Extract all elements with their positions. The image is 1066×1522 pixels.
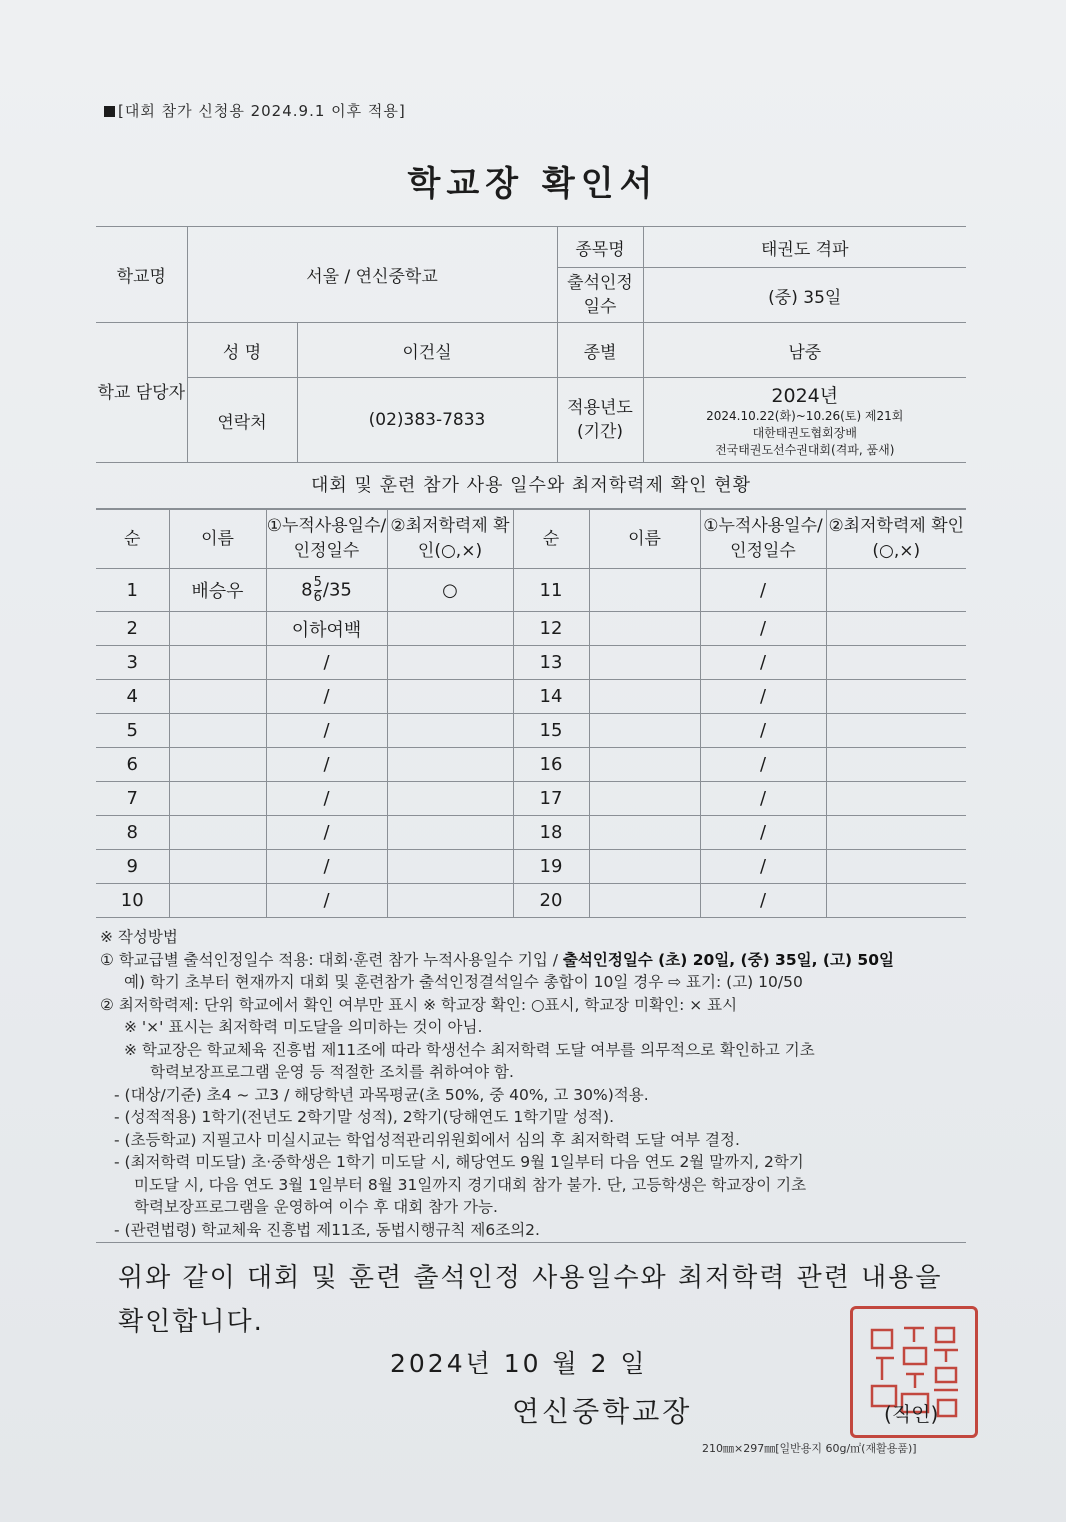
- row-check: [387, 850, 513, 884]
- row-check-right: [826, 680, 966, 714]
- header-no-right: 순: [513, 510, 589, 569]
- note-7: - (초등학교) 지필고사 미실시교는 학업성적관리위원회에서 심의 후 최저학력 도달 여부 결정.: [114, 1130, 740, 1149]
- principal-name: 연신중학교장: [512, 1395, 693, 1428]
- attendance-value: (중) 35일: [643, 268, 966, 323]
- event-value: 태권도 격파: [643, 227, 966, 268]
- row-name-right: [589, 680, 700, 714]
- row-check-right: [826, 850, 966, 884]
- row-no: 3: [96, 646, 169, 680]
- header-no: 순: [96, 510, 169, 569]
- row-name-right: [589, 714, 700, 748]
- row-name: [169, 612, 266, 646]
- row-check-right: [826, 782, 966, 816]
- note-9: - (관련법령) 학교체육 진흥법 제11조, 동법시행규칙 제6조의2.: [114, 1220, 540, 1239]
- row-days: /: [266, 646, 387, 680]
- row-check: [387, 884, 513, 918]
- table-row: [96, 646, 966, 680]
- days-whole: 8: [301, 579, 313, 600]
- manager-label: 학교 담당자: [96, 323, 187, 463]
- row-days-right: /: [700, 748, 826, 782]
- row-no: 2: [96, 612, 169, 646]
- row-name: [169, 680, 266, 714]
- row-name-right: [589, 782, 700, 816]
- row-name: 배승우: [169, 569, 266, 612]
- row-check: [387, 816, 513, 850]
- header-name: 이름: [169, 510, 266, 569]
- header-name-right: 이름: [589, 510, 700, 569]
- contact-value: (02)383-7833: [297, 378, 557, 463]
- row-check: [387, 782, 513, 816]
- row-name-right: [589, 748, 700, 782]
- row-days-right: /: [700, 569, 826, 612]
- row-name: [169, 782, 266, 816]
- row-check: [387, 646, 513, 680]
- header-days: ①누적사용일수/인정일수: [266, 510, 387, 569]
- confirmation-line-2: 확인합니다.: [118, 1307, 264, 1337]
- fraction-numerator: 5: [313, 574, 322, 590]
- row-days: /: [266, 850, 387, 884]
- row-days: [266, 569, 387, 612]
- table-row: [96, 850, 966, 884]
- period-line-2: 대한태권도협회장배: [752, 426, 857, 440]
- row-name: [169, 816, 266, 850]
- row-days: /: [266, 680, 387, 714]
- row-name: [169, 748, 266, 782]
- row-no-right: 12: [513, 612, 589, 646]
- status-table: [96, 509, 966, 918]
- row-name: [169, 884, 266, 918]
- category-value: 남중: [643, 323, 966, 378]
- note-1: ① 학교급별 출석인정일수 적용: 대회·훈련 참가 누적사용일수 기입 / 출석인정일수 (초) 20일, (중) 35일, (고) 50일: [100, 950, 894, 969]
- note-4: ※ 학교장은 학교체육 진흥법 제11조에 따라 학생선수 최저학력 도달 여부를 의무적으로 확인하고 기초: [124, 1040, 815, 1059]
- days-total: /35: [322, 579, 352, 600]
- issue-date: 2024년 10 월 2 일: [390, 1349, 648, 1378]
- section-title: 대회 및 훈련 참가 사용 일수와 최저학력제 확인 현황: [96, 464, 966, 509]
- table-row: [96, 612, 966, 646]
- row-days-right: /: [700, 714, 826, 748]
- row-no-right: 20: [513, 884, 589, 918]
- period-line-1: 2024.10.22(화)~10.26(토) 제21회: [706, 409, 904, 423]
- row-days: 이하여백: [266, 612, 387, 646]
- row-check-right: [826, 646, 966, 680]
- period-year: 2024년: [771, 385, 839, 407]
- row-no: 6: [96, 748, 169, 782]
- row-no-right: 15: [513, 714, 589, 748]
- header-days-right: ①누적사용일수/인정일수: [700, 510, 826, 569]
- note-8-cont: 미도달 시, 다음 연도 3월 1일부터 8월 31일까지 경기대회 참가 불가. 단, 고등학생은 학교장이 기초: [134, 1175, 807, 1194]
- row-no-right: 13: [513, 646, 589, 680]
- page-title: 학교장 확인서: [407, 164, 659, 204]
- row-days-right: /: [700, 782, 826, 816]
- row-no: 5: [96, 714, 169, 748]
- row-no-right: 14: [513, 680, 589, 714]
- row-no-right: 18: [513, 816, 589, 850]
- row-check-right: [826, 612, 966, 646]
- row-days: /: [266, 748, 387, 782]
- row-no: 10: [96, 884, 169, 918]
- row-check: [387, 680, 513, 714]
- school-label: 학교명: [96, 227, 187, 323]
- table-row: [96, 816, 966, 850]
- row-no: 4: [96, 680, 169, 714]
- row-check-right: [826, 569, 966, 612]
- row-name-right: [589, 569, 700, 612]
- notes-heading: ※ 작성방법: [100, 928, 178, 946]
- row-check: [387, 612, 513, 646]
- row-days-right: /: [700, 646, 826, 680]
- row-days-right: /: [700, 612, 826, 646]
- note-2: ② 최저학력제: 단위 학교에서 확인 여부만 표시 ※ 학교장 확인: ○표시, 학교장 미확인: × 표시: [100, 995, 738, 1014]
- row-check-right: [826, 884, 966, 918]
- row-name: [169, 714, 266, 748]
- attendance-label: 출석인정 일수: [557, 268, 643, 323]
- note-1-example: 예) 학기 초부터 현재까지 대회 및 훈련참가 출석인정결석일수 총합이 10일 경우 ⇨ 표기: (고) 10/50: [124, 973, 803, 991]
- name-label: 성 명: [187, 323, 297, 378]
- period-value: [643, 378, 966, 463]
- row-no-right: 17: [513, 782, 589, 816]
- category-label: 종별: [557, 323, 643, 378]
- note-3: ※ '×' 표시는 최저학력 미도달을 의미하는 것이 아님.: [124, 1018, 483, 1036]
- row-name: [169, 646, 266, 680]
- row-days: /: [266, 714, 387, 748]
- divider: [96, 1242, 966, 1243]
- note-4-cont: 학력보장프로그램 운영 등 적절한 조치를 취하여야 함.: [150, 1063, 514, 1081]
- row-days-right: /: [700, 850, 826, 884]
- row-no: 8: [96, 816, 169, 850]
- row-check: [387, 714, 513, 748]
- confirmation-line-1: 위와 같이 대회 및 훈련 출석인정 사용일수와 최저학력 관련 내용을: [118, 1263, 943, 1293]
- seal-label: (직인): [884, 1402, 939, 1426]
- note-8: - (최저학력 미도달) 초·중학생은 1학기 미도달 시, 해당연도 9월 1일부터 다음 연도 2월 말까지, 2학기: [114, 1153, 804, 1171]
- square-bullet-icon: [104, 106, 115, 117]
- note-6: - (성적적용) 1학기(전년도 2학기말 성적), 2학기(당해연도 1학기말 성적).: [114, 1108, 614, 1126]
- row-days-right: /: [700, 816, 826, 850]
- row-name-right: [589, 850, 700, 884]
- row-days-right: /: [700, 680, 826, 714]
- row-days-right: /: [700, 884, 826, 918]
- row-check: ○: [387, 569, 513, 612]
- row-name-right: [589, 612, 700, 646]
- note-8-cont-2: 학력보장프로그램을 운영하여 이수 후 대회 참가 가능.: [134, 1198, 498, 1216]
- row-name-right: [589, 646, 700, 680]
- row-no-right: 11: [513, 569, 589, 612]
- paper-spec-footer: 210㎜×297㎜[일반용지 60g/㎡(재활용품)]: [702, 1442, 917, 1455]
- event-label: 종목명: [557, 227, 643, 268]
- note-1-emphasis: 출석인정일수 (초) 20일, (중) 35일, (고) 50일: [562, 950, 894, 969]
- notes: [100, 926, 966, 1241]
- name-value: 이건실: [297, 323, 557, 378]
- fraction-denominator: 6: [313, 589, 322, 605]
- row-no-right: 16: [513, 748, 589, 782]
- status-rows: [96, 612, 966, 918]
- row-check-right: [826, 816, 966, 850]
- table-row: [96, 748, 966, 782]
- row-no-right: 19: [513, 850, 589, 884]
- header-check: ②최저학력제 확인(○,×): [387, 510, 513, 569]
- confirmation-text: [118, 1256, 958, 1344]
- row-check-right: [826, 714, 966, 748]
- contact-label: 연락처: [187, 378, 297, 463]
- row-name-right: [589, 884, 700, 918]
- row-name-right: [589, 816, 700, 850]
- row-days: /: [266, 782, 387, 816]
- table-row: [96, 680, 966, 714]
- days-fraction: [314, 576, 322, 605]
- period-label: 적용년도 (기간): [557, 378, 643, 463]
- row-no: 7: [96, 782, 169, 816]
- table-row: [96, 714, 966, 748]
- table-row: [96, 884, 966, 918]
- row-check: [387, 748, 513, 782]
- row-no: 1: [96, 569, 169, 612]
- table-row: [96, 782, 966, 816]
- header-check-right: ②최저학력제 확인(○,×): [826, 510, 966, 569]
- row-days: /: [266, 884, 387, 918]
- table-row: [96, 569, 966, 612]
- header-note: [대회 참가 신청용 2024.9.1 이후 적용]: [104, 100, 406, 121]
- row-no: 9: [96, 850, 169, 884]
- row-check-right: [826, 748, 966, 782]
- info-table: [96, 226, 966, 463]
- note-5: - (대상/기준) 초4 ~ 고3 / 해당학년 과목평균(초 50%, 중 40%, 고 30%)적용.: [114, 1085, 649, 1104]
- row-name: [169, 850, 266, 884]
- school-value: 서울 / 연신중학교: [187, 227, 557, 323]
- period-line-3: 전국태권도선수권대회(격파, 품새): [715, 443, 895, 457]
- row-days: /: [266, 816, 387, 850]
